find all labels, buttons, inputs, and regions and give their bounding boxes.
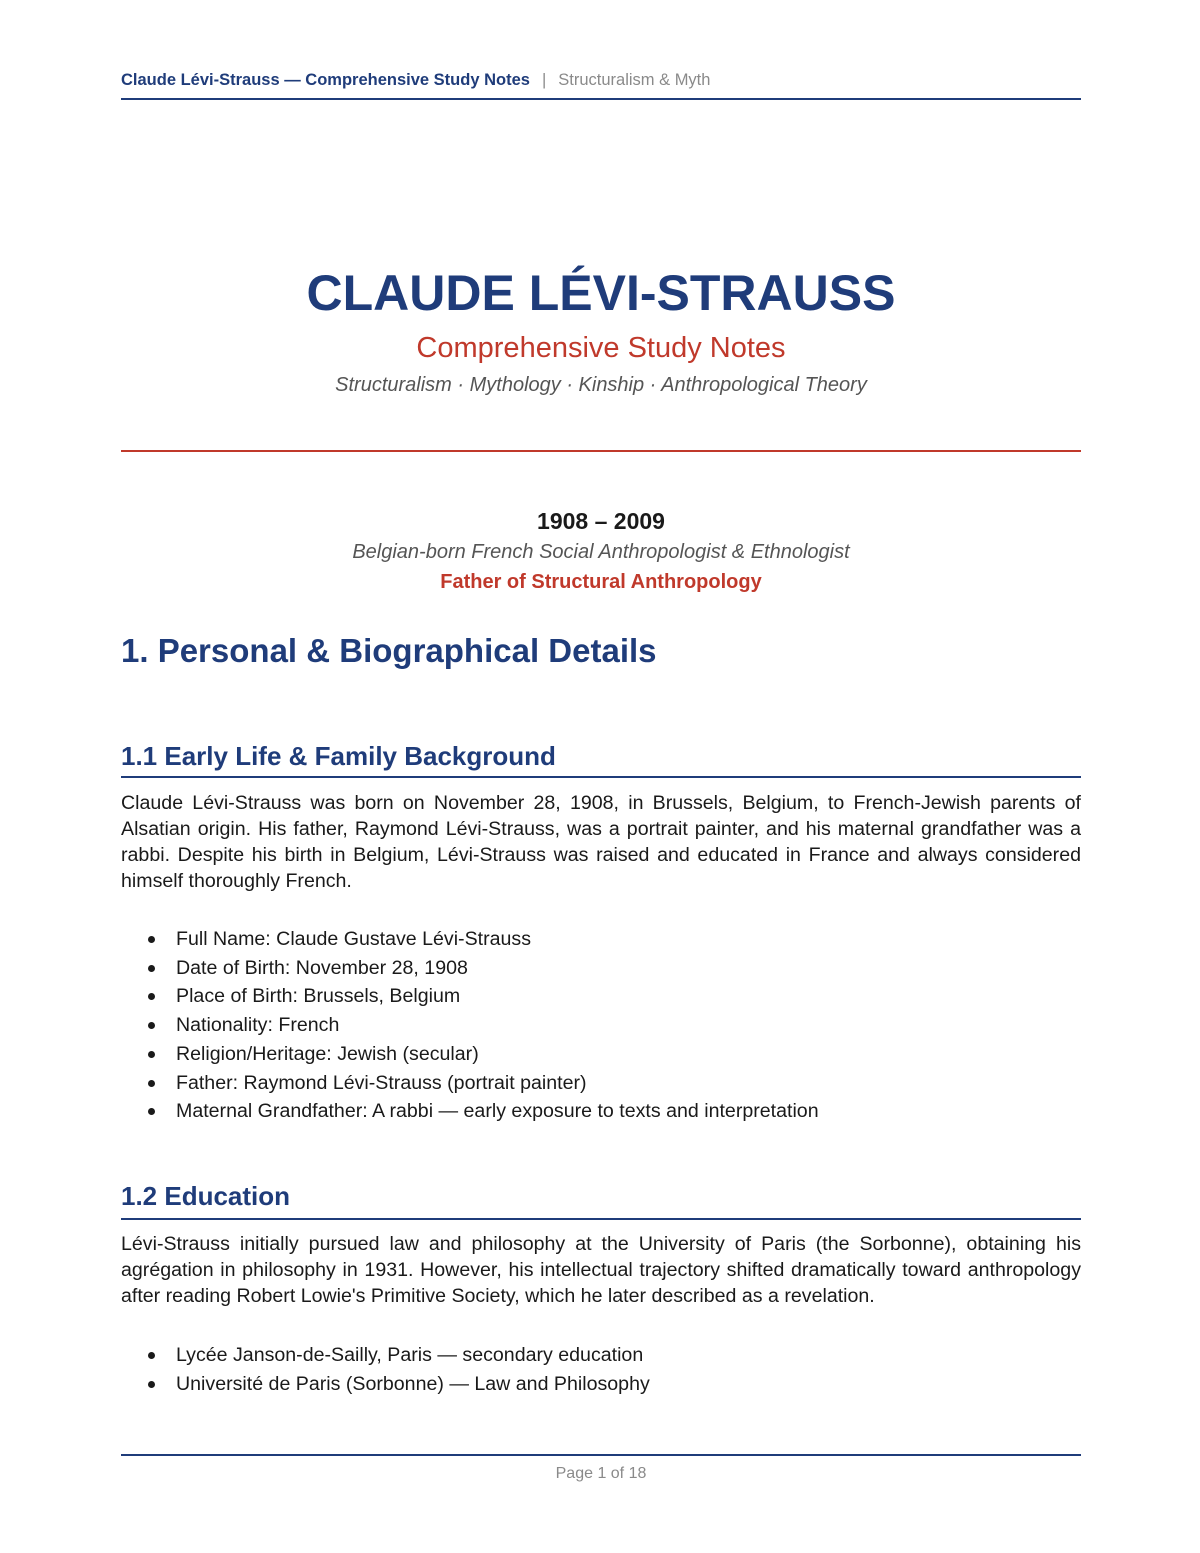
document-subtitle: Comprehensive Study Notes — [416, 332, 786, 364]
early-life-paragraph: Claude Lévi-Strauss was born on November 28, 1908, in Brussels, Belgium, to French-Jewish parents of Alsatian origin. His father, Raymond Lévi-Strauss, was a portrait painter, and his maternal grandfather was a rabbi. Despite his birth in Belgium, Lévi-Strauss was raised and educated in France and always considered himself thoroughly French. — [121, 792, 1081, 892]
list-item — [148, 1370, 1078, 1399]
bullet-icon — [148, 1051, 155, 1058]
list-item — [148, 1011, 1078, 1040]
education-paragraph: Lévi-Strauss initially pursued law and philosophy at the University of Paris (the Sorbonne), obtaining his agrégation in philosophy in 1931. However, his intellectual trajectory shifted dramatically toward anthropology after reading Robert Lowie's Primitive Society, which he later described as a revelation. — [121, 1233, 1081, 1307]
bullet-icon — [148, 936, 155, 943]
dates-block — [121, 504, 1081, 598]
subsection-heading-early-life: 1.1 Early Life & Family Background — [121, 736, 1081, 778]
early-life-list — [148, 925, 1078, 1126]
title-block — [121, 260, 1081, 400]
list-item-text: Full Name: Claude Gustave Lévi-Strauss — [176, 928, 532, 950]
honorific: Father of Structural Anthropology — [440, 571, 762, 593]
page-number: Page 1 of 18 — [555, 1465, 647, 1482]
descriptor: Belgian-born French Social Anthropologist & Ethnologist — [352, 541, 850, 563]
list-item-text: Maternal Grandfather: A rabbi — early exposure to texts and interpretation — [176, 1100, 819, 1123]
list-item — [148, 982, 1078, 1011]
document-tagline: Structuralism · Mythology · Kinship · Anthropological Theory — [335, 374, 867, 396]
list-item — [148, 954, 1078, 983]
bullet-icon — [148, 1352, 155, 1359]
header-separator: | — [541, 71, 547, 89]
section-heading: 1. Personal & Biographical Details — [121, 632, 657, 669]
list-item-text: Lycée Janson-de-Sailly, Paris — secondary education — [176, 1344, 644, 1366]
header-topic: Structuralism & Myth — [558, 71, 711, 89]
list-item-text: Nationality: French — [176, 1014, 340, 1037]
header-doc-title: Claude Lévi-Strauss — Comprehensive Study Notes — [121, 71, 530, 89]
list-item-text: Place of Birth: Brussels, Belgium — [176, 985, 461, 1008]
document-title: CLAUDE LÉVI-STRAUSS — [306, 265, 896, 321]
title-divider — [121, 450, 1081, 452]
list-item — [148, 1097, 1078, 1126]
bullet-icon — [148, 1108, 155, 1115]
list-item — [148, 1069, 1078, 1098]
subsection-heading-education: 1.2 Education — [121, 1176, 1081, 1220]
list-item — [148, 1040, 1078, 1069]
list-item-text: Université de Paris (Sorbonne) — Law and Philosophy — [176, 1372, 650, 1395]
bullet-icon — [148, 1381, 155, 1388]
list-item-text: Date of Birth: November 28, 1908 — [176, 956, 468, 979]
bullet-icon — [148, 1022, 155, 1029]
list-item — [148, 1341, 1078, 1370]
footer-divider — [121, 1454, 1081, 1456]
education-list — [148, 1341, 1078, 1398]
bullet-icon — [148, 1080, 155, 1087]
bullet-icon — [148, 993, 155, 1000]
list-item-text: Father: Raymond Lévi-Strauss (portrait painter) — [176, 1071, 587, 1094]
running-header — [121, 66, 1081, 100]
bullet-icon — [148, 965, 155, 972]
life-dates: 1908 – 2009 — [537, 508, 665, 534]
list-item — [148, 925, 1078, 954]
list-item-text: Religion/Heritage: Jewish (secular) — [176, 1042, 479, 1065]
